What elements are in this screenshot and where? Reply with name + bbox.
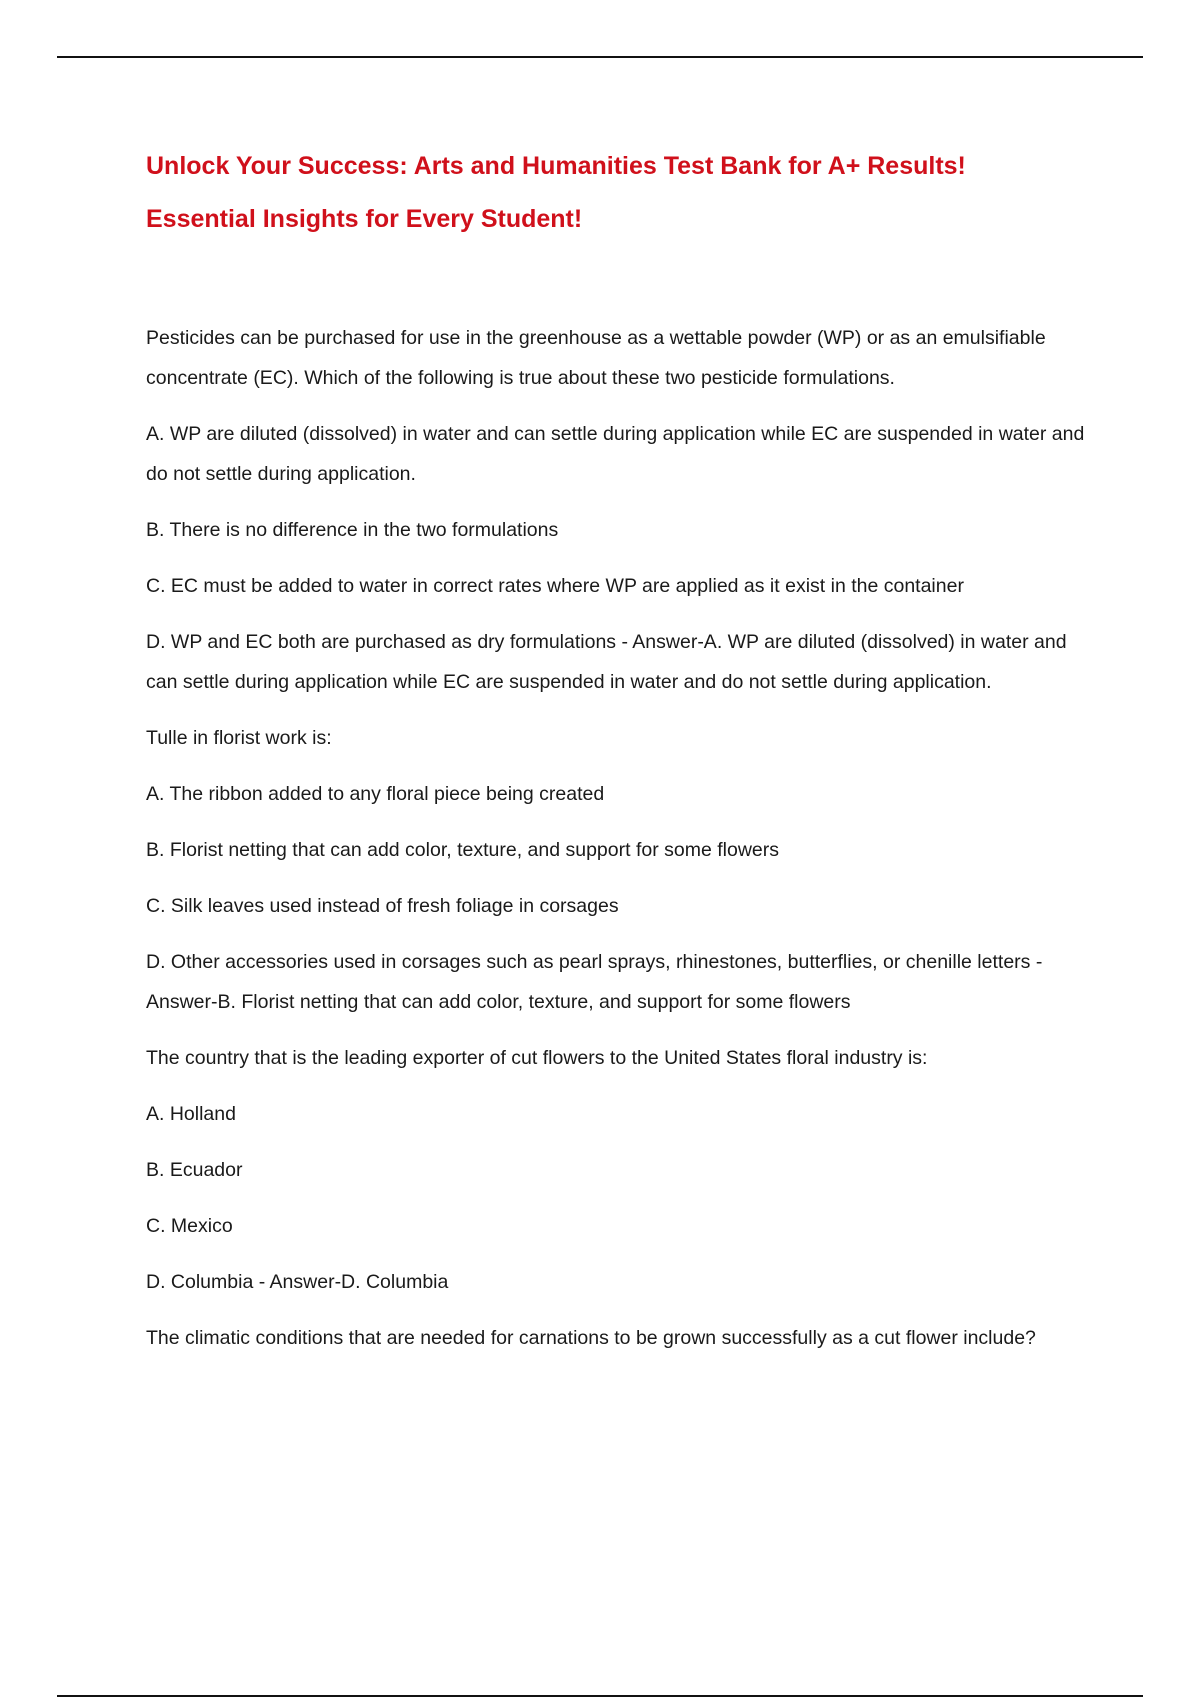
question-2-option-c: C. Silk leaves used instead of fresh foliage in corsages xyxy=(146,895,619,917)
question-3-option-a: A. Holland xyxy=(146,1103,236,1125)
question-2-option-a: A. The ribbon added to any floral piece being created xyxy=(146,783,605,805)
question-2-option-b: B. Florist netting that can add color, texture, and support for some flowers xyxy=(146,839,779,861)
question-3-option-b: B. Ecuador xyxy=(146,1159,243,1181)
document-body xyxy=(146,318,1086,1374)
question-2-text: Tulle in florist work is: xyxy=(146,727,332,749)
question-1-text: Pesticides can be purchased for use in the greenhouse as a wettable powder (WP) or as an emulsifiable concentrate (EC). Which of the following is true about these two pesticide formulations. xyxy=(146,327,1046,389)
question-1-option-c: C. EC must be added to water in correct rates where WP are applied as it exist in the container xyxy=(146,575,964,597)
footer-rule xyxy=(57,1695,1143,1697)
document-title: Unlock Your Success: Arts and Humanities Test Bank for A+ Results! Essential Insights for Every Student! xyxy=(146,152,966,233)
question-3-option-d-answer: D. Columbia - Answer-D. Columbia xyxy=(146,1271,449,1293)
header-rule xyxy=(57,56,1143,58)
question-4-text: The climatic conditions that are needed for carnations to be grown successfully as a cut flower include? xyxy=(146,1327,1036,1349)
question-1-option-d-answer: D. WP and EC both are purchased as dry formulations - Answer-A. WP are diluted (dissolved) in water and can settle during application while EC are suspended in water and do not settle during application. xyxy=(146,631,1067,693)
question-3-option-c: C. Mexico xyxy=(146,1215,233,1237)
question-3-text: The country that is the leading exporter of cut flowers to the United States floral industry is: xyxy=(146,1047,928,1069)
question-1-option-a: A. WP are diluted (dissolved) in water and can settle during application while EC are suspended in water and do not settle during application. xyxy=(146,423,1085,485)
question-1-option-b: B. There is no difference in the two formulations xyxy=(146,519,559,541)
question-2-option-d-answer: D. Other accessories used in corsages such as pearl sprays, rhinestones, butterflies, or chenille letters - Answer-B. Florist netting that can add color, texture, and support for some flowers xyxy=(146,951,1043,1013)
